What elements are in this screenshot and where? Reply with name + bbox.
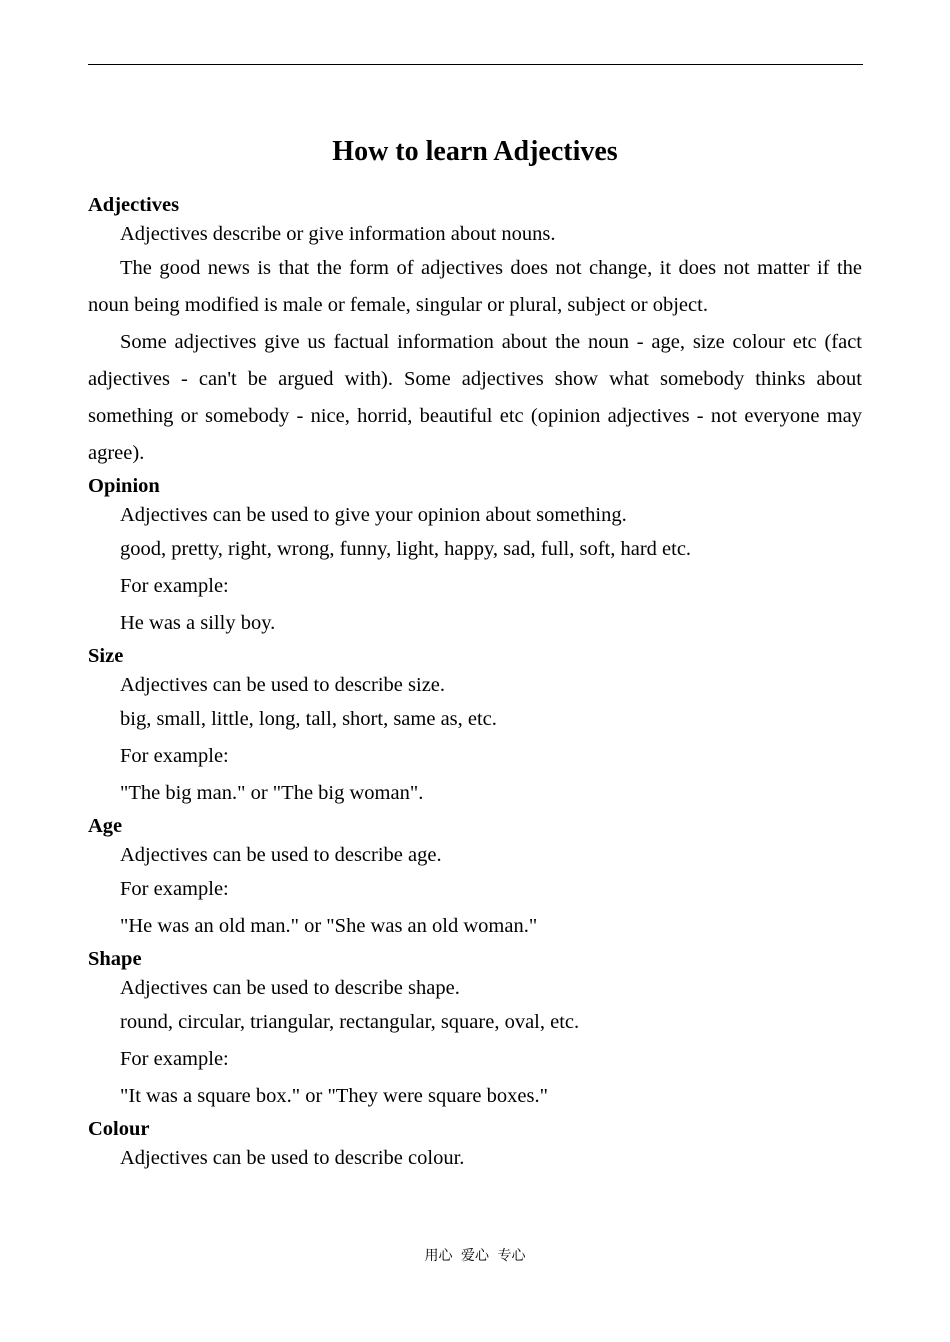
paragraph: The good news is that the form of adjectives does not change, it does not matter if the noun being modified is male or female, singular or plural, subject or object. <box>88 257 862 316</box>
paragraph: Adjectives can be used to describe size. <box>120 674 446 696</box>
section-shape <box>88 945 862 1115</box>
paragraph: good, pretty, right, wrong, funny, light, happy, sad, full, soft, hard etc. <box>120 538 692 560</box>
section-age <box>88 812 862 945</box>
section-opinion <box>88 472 862 642</box>
paragraph: big, small, little, long, tall, short, same as, etc. <box>120 708 497 730</box>
paragraph: Adjectives can be used to describe age. <box>120 844 442 866</box>
section-heading: Age <box>88 815 123 837</box>
section-adjectives <box>88 191 862 472</box>
section-colour <box>88 1115 862 1174</box>
page-footer: 用心 爱心 专心 <box>424 1248 526 1264</box>
paragraph: For example: <box>120 1048 229 1070</box>
paragraph: Some adjectives give us factual information about the noun - age, size colour etc (fact adjectives - can't be argued with). Some adjectives show what somebody thinks about something or somebody - nice, horrid, beautiful etc (opinion adjectives - not everyone may agree). <box>88 331 862 464</box>
document-body <box>88 132 862 1174</box>
paragraph: For example: <box>120 575 229 597</box>
section-heading: Opinion <box>88 475 160 497</box>
paragraph: round, circular, triangular, rectangular, square, oval, etc. <box>120 1011 580 1033</box>
paragraph: He was a silly boy. <box>120 612 276 634</box>
paragraph: Adjectives can be used to give your opinion about something. <box>120 504 627 526</box>
paragraph: For example: <box>120 745 229 767</box>
paragraph: For example: <box>120 878 229 900</box>
paragraph: Adjectives can be used to describe shape. <box>120 977 460 999</box>
document-title: How to learn Adjectives <box>332 136 618 167</box>
header-rule <box>88 64 863 65</box>
section-heading: Shape <box>88 948 142 970</box>
paragraph: Adjectives can be used to describe colour. <box>120 1147 465 1169</box>
paragraph: "He was an old man." or "She was an old woman." <box>120 915 538 937</box>
section-heading: Adjectives <box>88 194 180 216</box>
paragraph: "The big man." or "The big woman". <box>120 782 424 804</box>
paragraph: "It was a square box." or "They were square boxes." <box>120 1085 548 1107</box>
paragraph: Adjectives describe or give information about nouns. <box>120 223 556 245</box>
section-heading: Size <box>88 645 124 667</box>
section-heading: Colour <box>88 1118 150 1140</box>
section-size <box>88 642 862 812</box>
